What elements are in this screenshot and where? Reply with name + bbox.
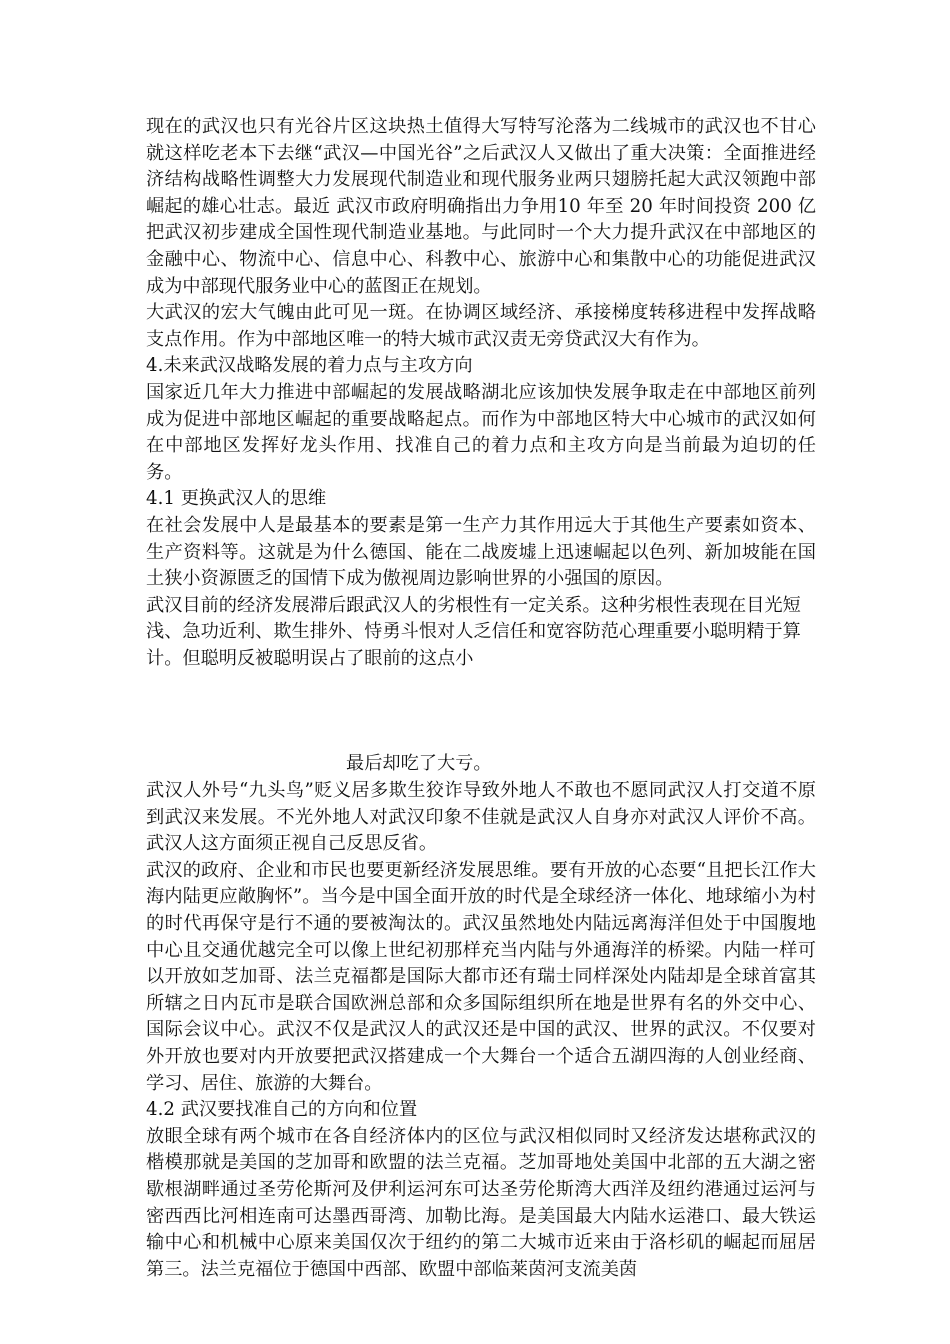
paragraph: 武汉目前的经济发展滞后跟武汉人的劣根性有一定关系。这种劣根性表现在目光短浅、急功近利、欺生排外、恃勇斗恨对人乏信任和宽容防范心理重要小聪明精于算计。但聪明反被聪明误占了眼前的这点小 — [146, 594, 801, 669]
continued-line: 最后却吃了大亏。 — [346, 753, 492, 775]
paragraph: 在社会发展中人是最基本的要素是第一生产力其作用远大于其他生产要素如资本、生产资料等。这就是为什么德国、能在二战废墟上迅速崛起以色列、新加坡能在国土狭小资源匮乏的国情下成为傲视周边影响世界的小强国的原因。 — [146, 514, 816, 590]
paragraph: 现在的武汉也只有光谷片区这块热土值得大写特写沦落为二线城市的武汉也不甘心就这样吃老本下去继“武汉—中国光谷”之后武汉人又做出了重大决策：全面推进经济结构战略性调整大力发展现代制造业和现代服务业两只翅膀托起大武汉领跑中部崛起的雄心壮志。最近 武汉市政府明确指出力争用10 年至 20 年时间投资 200 亿把武汉初步建成全国性现代制造业基地。与此同时一个大力提升武汉在中部地区的金融中心、物流中心、信息中心、科教中心、旅游中心和集散中心的功能促进武汉成为中部现代服务业中心的蓝图正在规划。 — [146, 116, 816, 297]
document-body — [146, 114, 816, 1283]
paragraph: 放眼全球有两个城市在各自经济体内的区位与武汉相似同时又经济发达堪称武汉的楷模那就是美国的芝加哥和欧盟的法兰克福。芝加哥地处美国中北部的五大湖之密歇根湖畔通过圣劳伦斯河及伊利运河东可达圣劳伦斯湾大西洋及纽约港通过运河与密西西比河相连南可达墨西哥湾、加勒比海。是美国最大内陆水运港口、最大铁运输中心和机械中心原来美国仅次于纽约的第二大城市近来由于洛杉矶的崛起而屈居第三。法兰克福位于德国中西部、欧盟中部临莱茵河支流美茵 — [146, 1125, 816, 1280]
subsection-heading: 4.2 武汉要找准自己的方向和位置 — [146, 1099, 418, 1121]
paragraph: 武汉人外号“九头鸟”贬义居多欺生狡诈导致外地人不敢也不愿同武汉人打交道不原到武汉来发展。不光外地人对武汉印象不佳就是武汉人自身亦对武汉人评价不高。武汉人这方面须正视自己反思反省。 — [146, 780, 816, 855]
subsection-heading: 4.1 更换武汉人的思维 — [146, 488, 327, 510]
page-gap — [146, 672, 816, 751]
paragraph: 大武汉的宏大气魄由此可见一斑。在协调区域经济、承接梯度转移进程中发挥战略支点作用。作为中部地区唯一的特大城市武汉责无旁贷武汉大有作为。 — [146, 302, 816, 350]
paragraph: 武汉的政府、企业和市民也要更新经济发展思维。要有开放的心态要“且把长江作大海内陆更应敞胸怀”。当今是中国全面开放的时代是全球经济一体化、地球缩小为村的时代再保守是行不通的要被淘汰的。武汉虽然地处内陆远离海洋但处于中国腹地中心且交通优越完全可以像上世纪初那样充当内陆与外通海洋的桥梁。内陆一样可以开放如芝加哥、法兰克福都是国际大都市还有瑞士同样深处内陆却是全球首富其所辖之日内瓦市是联合国欧洲总部和众多国际组织所在地是世界有名的外交中心、国际会议中心。武汉不仅是武汉人的武汉还是中国的武汉、世界的武汉。不仅要对外开放也要对内开放要把武汉搭建成一个大舞台一个适合五湖四海的人创业经商、学习、居住、旅游的大舞台。 — [146, 859, 816, 1094]
paragraph: 国家近几年大力推进中部崛起的发展战略湖北应该加快发展争取走在中部地区前列成为促进中部地区崛起的重要战略起点。而作为中部地区特大中心城市的武汉如何在中部地区发挥好龙头作用、找准自己的着力点和主攻方向是当前最为迫切的任务。 — [146, 381, 816, 483]
section-heading: 4.未来武汉战略发展的着力点与主攻方向 — [146, 355, 473, 377]
